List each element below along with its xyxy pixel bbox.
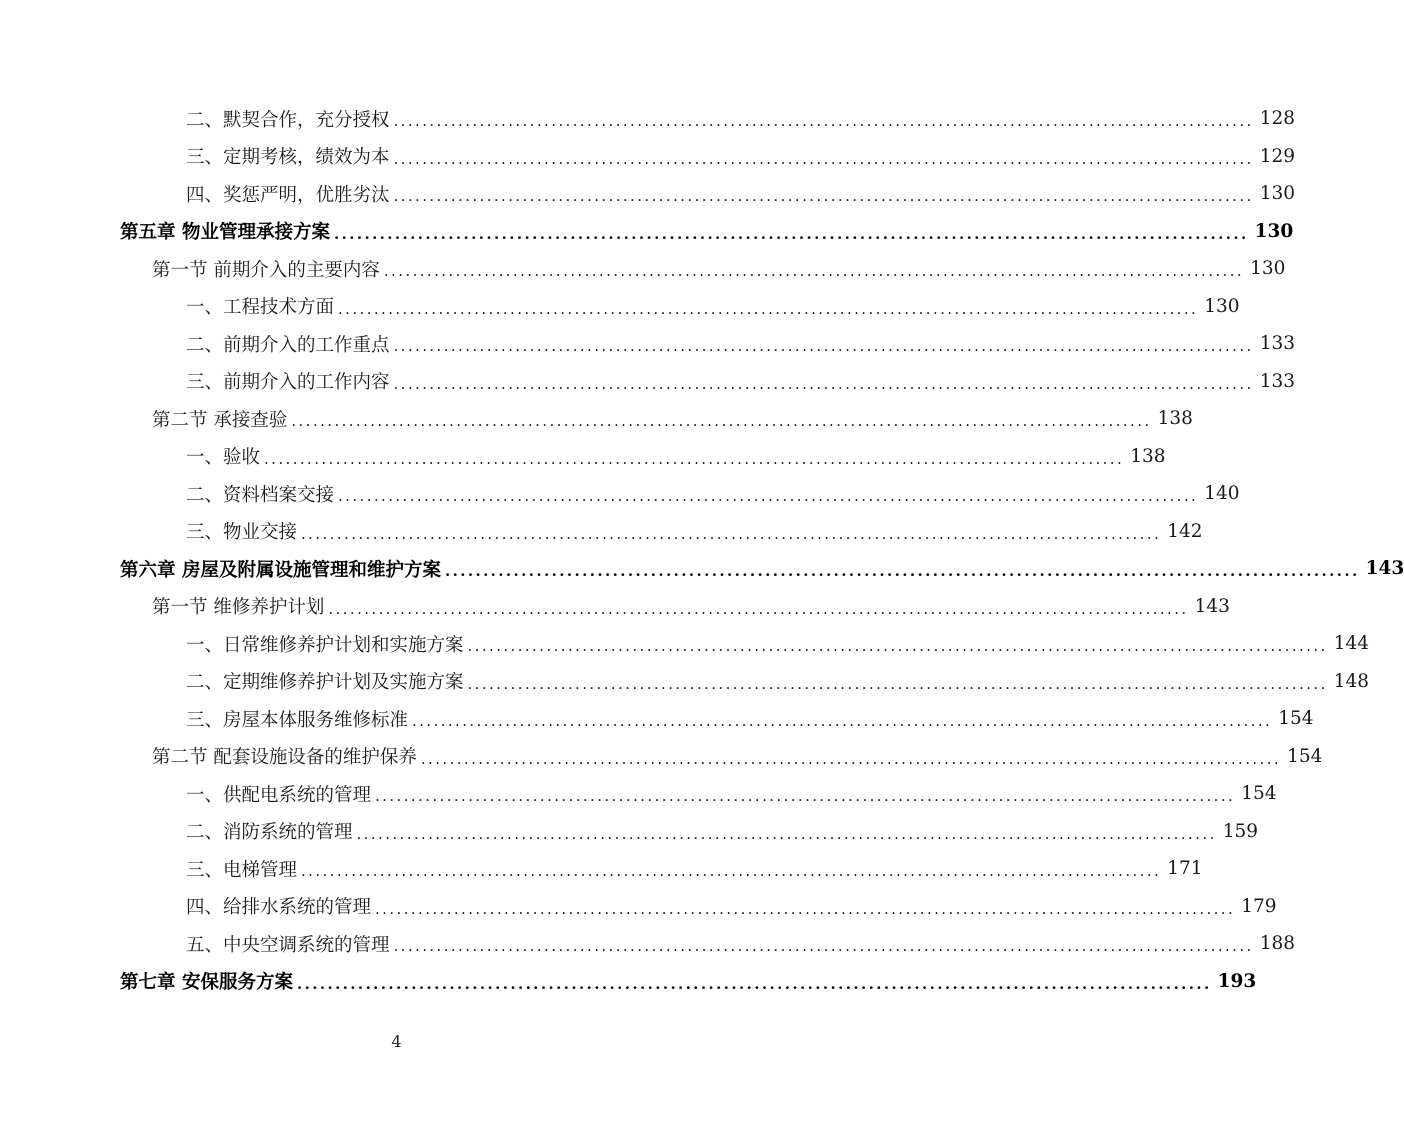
toc-entry-item[interactable] [0, 925, 1295, 963]
toc-entry-title: 第六章 房屋及附属设施管理和维护方案 [120, 559, 441, 581]
toc-entry-title: 二、默契合作，充分授权 [186, 109, 390, 131]
toc-entry-page: 179 [1241, 895, 1277, 917]
toc-entry-chapter[interactable] [0, 213, 1294, 251]
toc-entry-title: 一、日常维修养护计划和实施方案 [186, 634, 464, 656]
toc-entry-title: 二、资料档案交接 [186, 484, 335, 506]
toc-entry-title: 第五章 物业管理承接方案 [120, 222, 330, 244]
page-number: 4 [391, 1032, 402, 1051]
toc-entry-title: 一、工程技术方面 [186, 297, 335, 319]
toc-entry-item[interactable] [0, 475, 1240, 513]
dot-leader: ........................................................................................................................ [467, 637, 1328, 656]
toc-entry-title: 第一节 前期介入的主要内容 [152, 259, 380, 281]
toc-entry-item[interactable] [0, 775, 1277, 813]
toc-entry-chapter[interactable] [0, 550, 1404, 588]
toc-entry-page: 143 [1194, 595, 1230, 617]
dot-leader: ........................................................................................................................ [393, 937, 1254, 956]
toc-entry-section[interactable] [0, 588, 1230, 626]
toc-entry-title: 一、供配电系统的管理 [186, 784, 372, 806]
toc-entry-title: 四、奖惩严明，优胜劣汰 [186, 184, 390, 206]
toc-entry-page: 148 [1333, 670, 1369, 692]
dot-leader: ........................................................................................................................ [393, 187, 1254, 206]
toc-entry-title: 二、前期介入的工作重点 [186, 334, 390, 356]
toc-entry-page: 133 [1259, 333, 1295, 355]
toc-entry-item[interactable] [0, 438, 1166, 476]
toc-entry-page: 140 [1204, 483, 1240, 505]
toc-entry-page: 188 [1259, 933, 1295, 955]
toc-entry-section[interactable] [0, 400, 1193, 438]
toc-entry-page: 154 [1241, 783, 1277, 805]
toc-entry-title: 一、验收 [186, 447, 261, 469]
dot-leader: ........................................................................................................................ [467, 674, 1328, 693]
dot-leader: ........................................................................................................................ [393, 337, 1254, 356]
toc-entry-title: 二、定期维修养护计划及实施方案 [186, 672, 464, 694]
dot-leader: ........................................................................................................................ [393, 374, 1254, 393]
toc-entry-item[interactable] [0, 513, 1203, 551]
dot-leader: ........................................................................................................................ [338, 299, 1199, 318]
toc-entry-title: 三、物业交接 [186, 522, 298, 544]
toc-entry-item[interactable] [0, 175, 1295, 213]
toc-entry-item[interactable] [0, 625, 1369, 663]
toc-entry-title: 三、前期介入的工作内容 [186, 372, 390, 394]
toc-entry-page: 128 [1259, 108, 1295, 130]
toc-entry-page: 142 [1167, 520, 1203, 542]
toc-entry-title: 四、给排水系统的管理 [186, 897, 372, 919]
toc-entry-item[interactable] [0, 138, 1295, 176]
toc-entry-page: 130 [1259, 183, 1295, 205]
toc-entry-item[interactable] [0, 100, 1295, 138]
dot-leader: ........................................................................................................................ [412, 712, 1273, 731]
toc-entry-item[interactable] [0, 888, 1277, 926]
dot-leader: ........................................................................................................................ [296, 974, 1212, 993]
dot-leader: ........................................................................................................................ [301, 862, 1162, 881]
toc-entry-page: 130 [1204, 295, 1240, 317]
toc-entry-page: 130 [1254, 220, 1294, 242]
toc-entry-title: 二、消防系统的管理 [186, 822, 353, 844]
toc-entry-page: 129 [1259, 145, 1295, 167]
toc-entry-page: 154 [1278, 708, 1314, 730]
toc-entry-page: 133 [1259, 370, 1295, 392]
toc-entry-item[interactable] [0, 850, 1203, 888]
dot-leader: ........................................................................................................................ [338, 487, 1199, 506]
toc-entry-title: 三、电梯管理 [186, 859, 298, 881]
toc-entry-section[interactable] [0, 250, 1286, 288]
toc-entry-page: 171 [1167, 858, 1203, 880]
dot-leader: ........................................................................................................................ [264, 449, 1125, 468]
dot-leader: ........................................................................................................................ [291, 412, 1152, 431]
toc-entry-page: 130 [1250, 258, 1286, 280]
toc-entry-item[interactable] [0, 700, 1314, 738]
toc-entry-item[interactable] [0, 663, 1369, 701]
dot-leader: ........................................................................................................................ [420, 749, 1282, 768]
dot-leader: ........................................................................................................................ [328, 599, 1189, 618]
dot-leader: ........................................................................................................................ [383, 262, 1245, 281]
toc-entry-title: 第二节 配套设施设备的维护保养 [152, 747, 417, 769]
toc-entry-item[interactable] [0, 288, 1240, 326]
toc-entry-title: 三、房屋本体服务维修标准 [186, 709, 409, 731]
table-of-contents [0, 100, 1404, 1000]
dot-leader: ........................................................................................................................ [375, 787, 1236, 806]
toc-entry-title: 第一节 维修养护计划 [152, 597, 325, 619]
toc-entry-item[interactable] [0, 325, 1295, 363]
toc-entry-page: 154 [1287, 745, 1323, 767]
dot-leader: ........................................................................................................................ [301, 524, 1162, 543]
toc-entry-title: 第七章 安保服务方案 [120, 972, 293, 994]
toc-entry-item[interactable] [0, 813, 1258, 851]
toc-entry-page: 138 [1130, 445, 1166, 467]
dot-leader: ........................................................................................................................ [444, 562, 1360, 581]
dot-leader: ........................................................................................................................ [375, 899, 1236, 918]
toc-entry-section[interactable] [0, 738, 1323, 776]
toc-entry-chapter[interactable] [0, 963, 1257, 1001]
toc-entry-page: 193 [1217, 970, 1257, 992]
dot-leader: ........................................................................................................................ [393, 149, 1254, 168]
dot-leader: ........................................................................................................................ [333, 224, 1249, 243]
dot-leader: ........................................................................................................................ [393, 112, 1254, 131]
toc-entry-title: 三、定期考核，绩效为本 [186, 147, 390, 169]
toc-entry-page: 138 [1157, 408, 1193, 430]
toc-entry-title: 五、中央空调系统的管理 [186, 934, 390, 956]
toc-entry-item[interactable] [0, 363, 1295, 401]
toc-entry-page: 144 [1333, 633, 1369, 655]
dot-leader: ........................................................................................................................ [356, 824, 1217, 843]
toc-entry-page: 159 [1222, 820, 1258, 842]
toc-entry-title: 第二节 承接查验 [152, 409, 288, 431]
toc-entry-page: 143 [1365, 558, 1404, 580]
